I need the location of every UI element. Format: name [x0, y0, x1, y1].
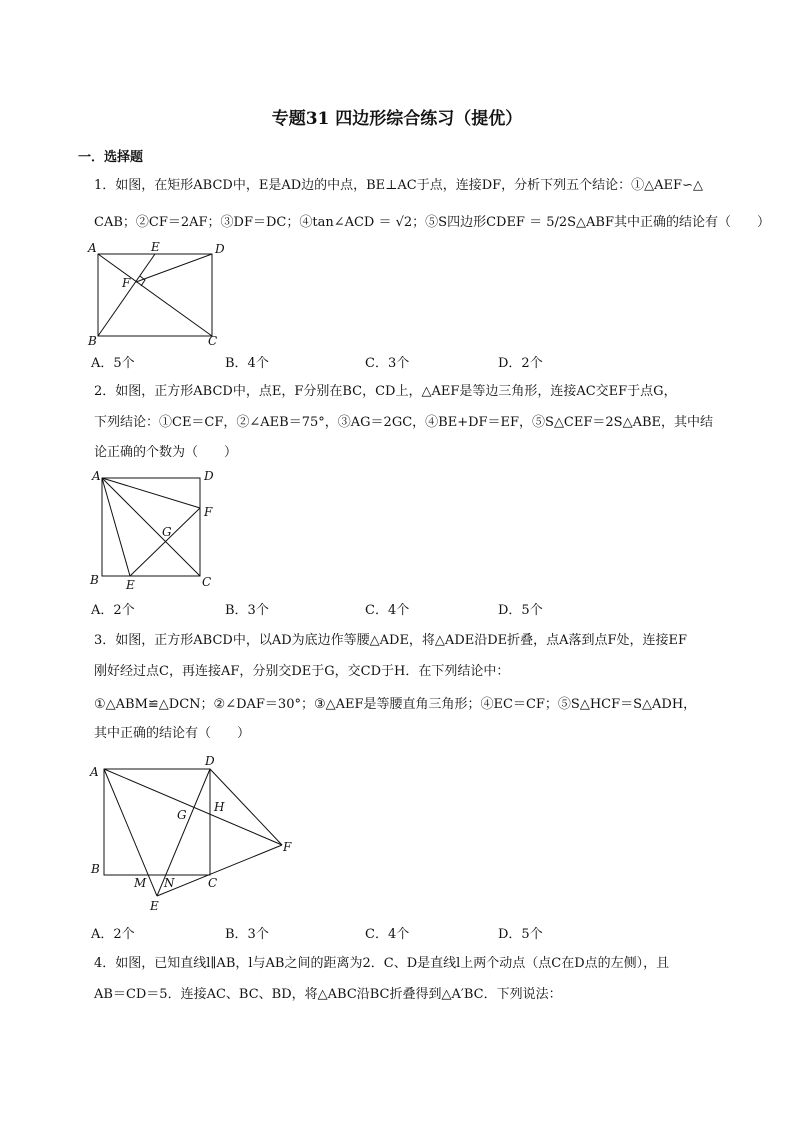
q3-figure	[84, 752, 304, 917]
q2-figure	[84, 466, 234, 592]
page-title: 专题31 四边形综合练习（提优）	[271, 109, 523, 129]
q3-label-a: A	[90, 765, 99, 779]
q2-label-f: F	[204, 505, 213, 519]
section-heading: 一．选择题	[78, 150, 144, 165]
q3-label-b: B	[91, 862, 100, 876]
q2-option-a: A．2个	[91, 603, 135, 618]
q2-label-c: C	[202, 575, 212, 589]
q3-segment-ef	[157, 845, 282, 896]
q2-line-3: 论正确的个数为（ ）	[94, 445, 238, 460]
q4-line-1: 4．如图，已知直线l∥AB，l与AB之间的距离为2．C、D是直线l上两个动点（点C在D点的左侧），且	[94, 956, 670, 971]
q3-square	[104, 769, 210, 875]
q1-option-b: B．4个	[225, 356, 269, 371]
q3-label-h: H	[214, 800, 225, 814]
q1-figure	[84, 238, 234, 348]
q1-label-f: F	[122, 276, 131, 290]
q2-line-1: 2．如图，正方形ABCD中，点E，F分别在BC，CD上，△AEF是等边三角形，连接AC交EF于点G，	[94, 384, 677, 399]
q1-option-d: D．2个	[498, 356, 543, 371]
q2-label-b: B	[90, 573, 99, 587]
q1-segment-ac	[98, 254, 212, 336]
q1-line-1: 1．如图，在矩形ABCD中，E是AD边的中点，BE⊥AC于点，连接DF，分析下列五个结论：①△AEF∽△	[94, 178, 703, 193]
q3-line-3: ①△ABM≌△DCN；②∠DAF＝30°；③△AEF是等腰直角三角形；④EC＝CF；⑤S△HCF＝S△ADH，	[94, 697, 697, 712]
q3-option-c: C．4个	[365, 927, 410, 942]
q4-line-2: AB＝CD＝5．连接AC、BC、BD，将△ABC沿BC折叠得到△A′BC．下列说法：	[94, 987, 562, 1002]
q2-label-a: A	[92, 469, 101, 483]
q1-label-c: C	[208, 334, 218, 348]
q3-label-g: G	[177, 808, 187, 822]
q3-line-4: 其中正确的结论有（ ）	[94, 726, 251, 741]
q3-option-d: D．5个	[498, 927, 543, 942]
q2-label-g: G	[162, 525, 172, 539]
q1-label-e: E	[151, 240, 160, 254]
q3-label-c: C	[208, 876, 218, 890]
q1-option-c: C．3个	[365, 356, 410, 371]
q3-label-n: N	[164, 876, 175, 890]
q1-line-2: CAB；②CF＝2AF；③DF＝DC；④tan∠ACD ＝ √2；⑤S四边形CDEF ＝ 5/2S△ABF其中正确的结论有（ ）	[94, 215, 771, 230]
q1-label-d: D	[215, 242, 225, 256]
q1-label-a: A	[88, 241, 97, 255]
q3-line-1: 3．如图，正方形ABCD中，以AD为底边作等腰△ADE，将△ADE沿DE折叠，点A落到点F处，连接EF	[94, 633, 688, 648]
q1-segment-df	[136, 254, 212, 282]
q2-option-d: D．5个	[498, 603, 543, 618]
q3-option-b: B．3个	[225, 927, 269, 942]
q3-line-2: 刚好经过点C，再连接AF，分别交DE于G，交CD于H．在下列结论中：	[94, 664, 510, 679]
q2-option-b: B．3个	[225, 603, 269, 618]
q1-segment-be	[98, 254, 155, 336]
q2-line-2: 下列结论：①CE＝CF，②∠AEB＝75°，③AG＝2GC，④BE+DF＝EF，⑤S△CEF＝2S△ABE，其中结	[94, 415, 713, 430]
q2-option-c: C．4个	[365, 603, 410, 618]
q1-option-a: A．5个	[91, 356, 135, 371]
q3-label-d: D	[205, 754, 215, 768]
q3-label-e: E	[150, 899, 159, 913]
q3-option-a: A．2个	[91, 927, 135, 942]
q2-label-e: E	[126, 578, 135, 592]
q3-label-f: F	[283, 840, 292, 854]
q2-label-d: D	[204, 469, 214, 483]
q1-label-b: B	[88, 334, 97, 348]
q3-label-m: M	[134, 876, 147, 890]
